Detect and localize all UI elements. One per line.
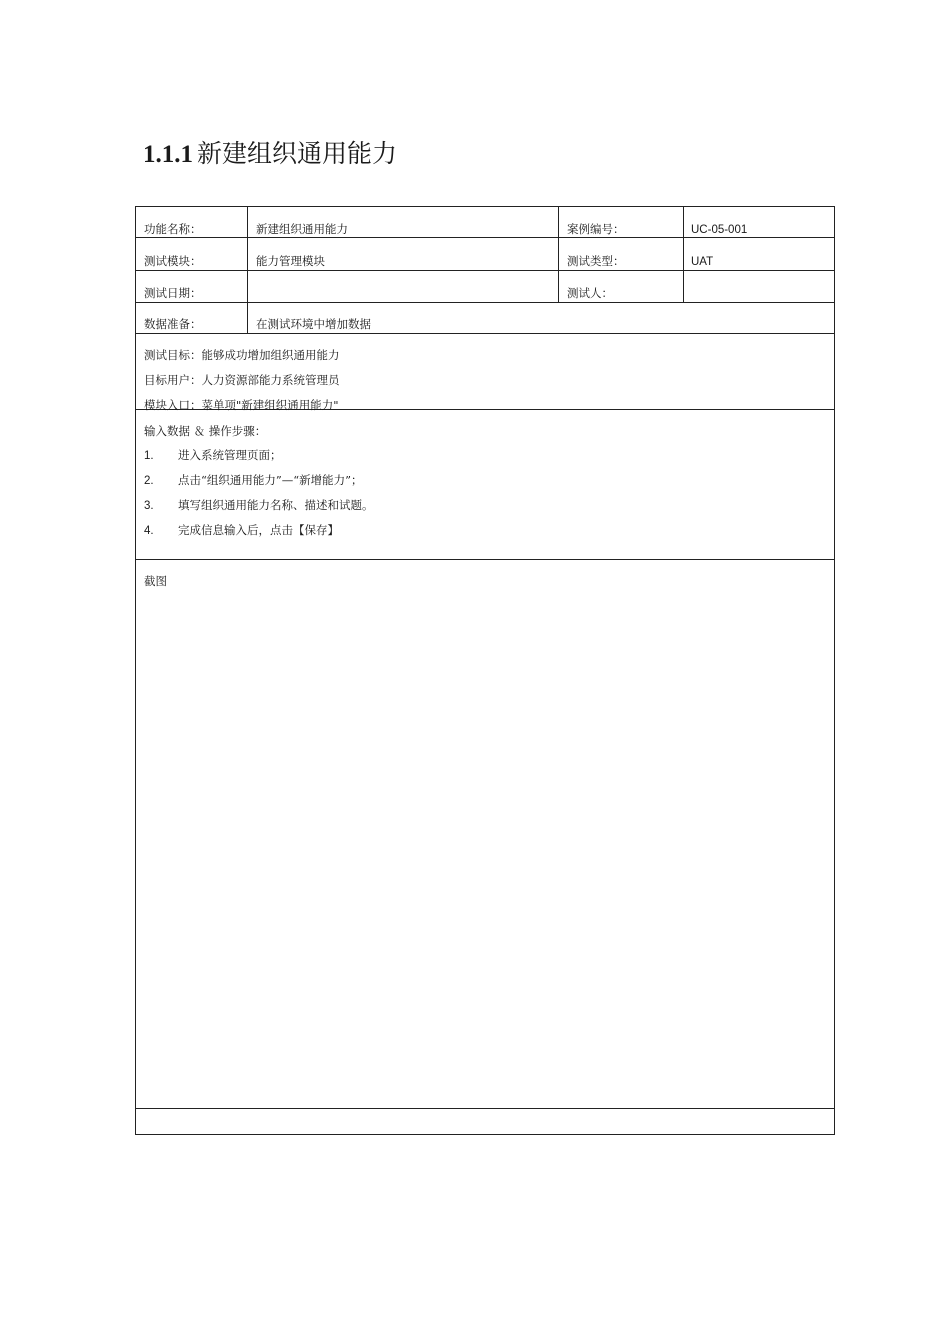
step-text: 完成信息输入后，点击【保存】 [178,523,339,537]
module-entry: 模块入口：菜单项"新建组织通用能力" [144,398,339,412]
step-item [144,448,282,463]
steps-title: 输入数据 ＆ 操作步骤： [144,424,267,438]
screenshot-label: 截图 [144,574,167,588]
column-divider [247,206,248,333]
test-case-table [135,206,835,1135]
function-name-label: 功能名称： [144,222,202,236]
function-name-value: 新建组织通用能力 [256,222,348,236]
test-module-label: 测试模块： [144,254,202,268]
step-item [144,473,363,488]
test-goal: 测试目标：能够成功增加组织通用能力 [144,348,340,362]
column-divider [558,206,559,302]
case-id-value: UC-05-001 [691,224,748,236]
step-number: 4. [144,525,154,537]
step-text: 进入系统管理页面； [178,448,282,462]
step-text: 填写组织通用能力名称、描述和试题。 [178,498,374,512]
step-number: 2. [144,475,154,487]
step-item [144,498,374,513]
data-prep-label: 数据准备： [144,317,202,331]
case-id-label: 案例编号： [567,222,625,236]
section-heading [143,136,397,173]
test-type-label: 测试类型： [567,254,625,268]
row-divider [135,270,835,271]
data-prep-value: 在测试环境中增加数据 [256,317,371,331]
target-user: 目标用户：人力资源部能力系统管理员 [144,373,340,387]
test-module-value: 能力管理模块 [256,254,325,268]
column-divider [683,206,684,302]
step-item [144,523,339,538]
section-number: 1.1.1 [143,141,193,168]
section-title: 新建组织通用能力 [197,139,398,168]
row-divider [135,237,835,238]
step-number: 3. [144,500,154,512]
step-text: 点击“组织通用能力”—“新增能力”； [178,473,363,487]
row-divider [135,333,835,334]
row-divider [135,302,835,303]
test-date-label: 测试日期： [144,286,202,300]
row-divider [135,1108,835,1109]
row-divider [135,559,835,560]
step-number: 1. [144,450,154,462]
test-type-value: UAT [691,256,714,268]
tester-label: 测试人： [567,286,613,300]
